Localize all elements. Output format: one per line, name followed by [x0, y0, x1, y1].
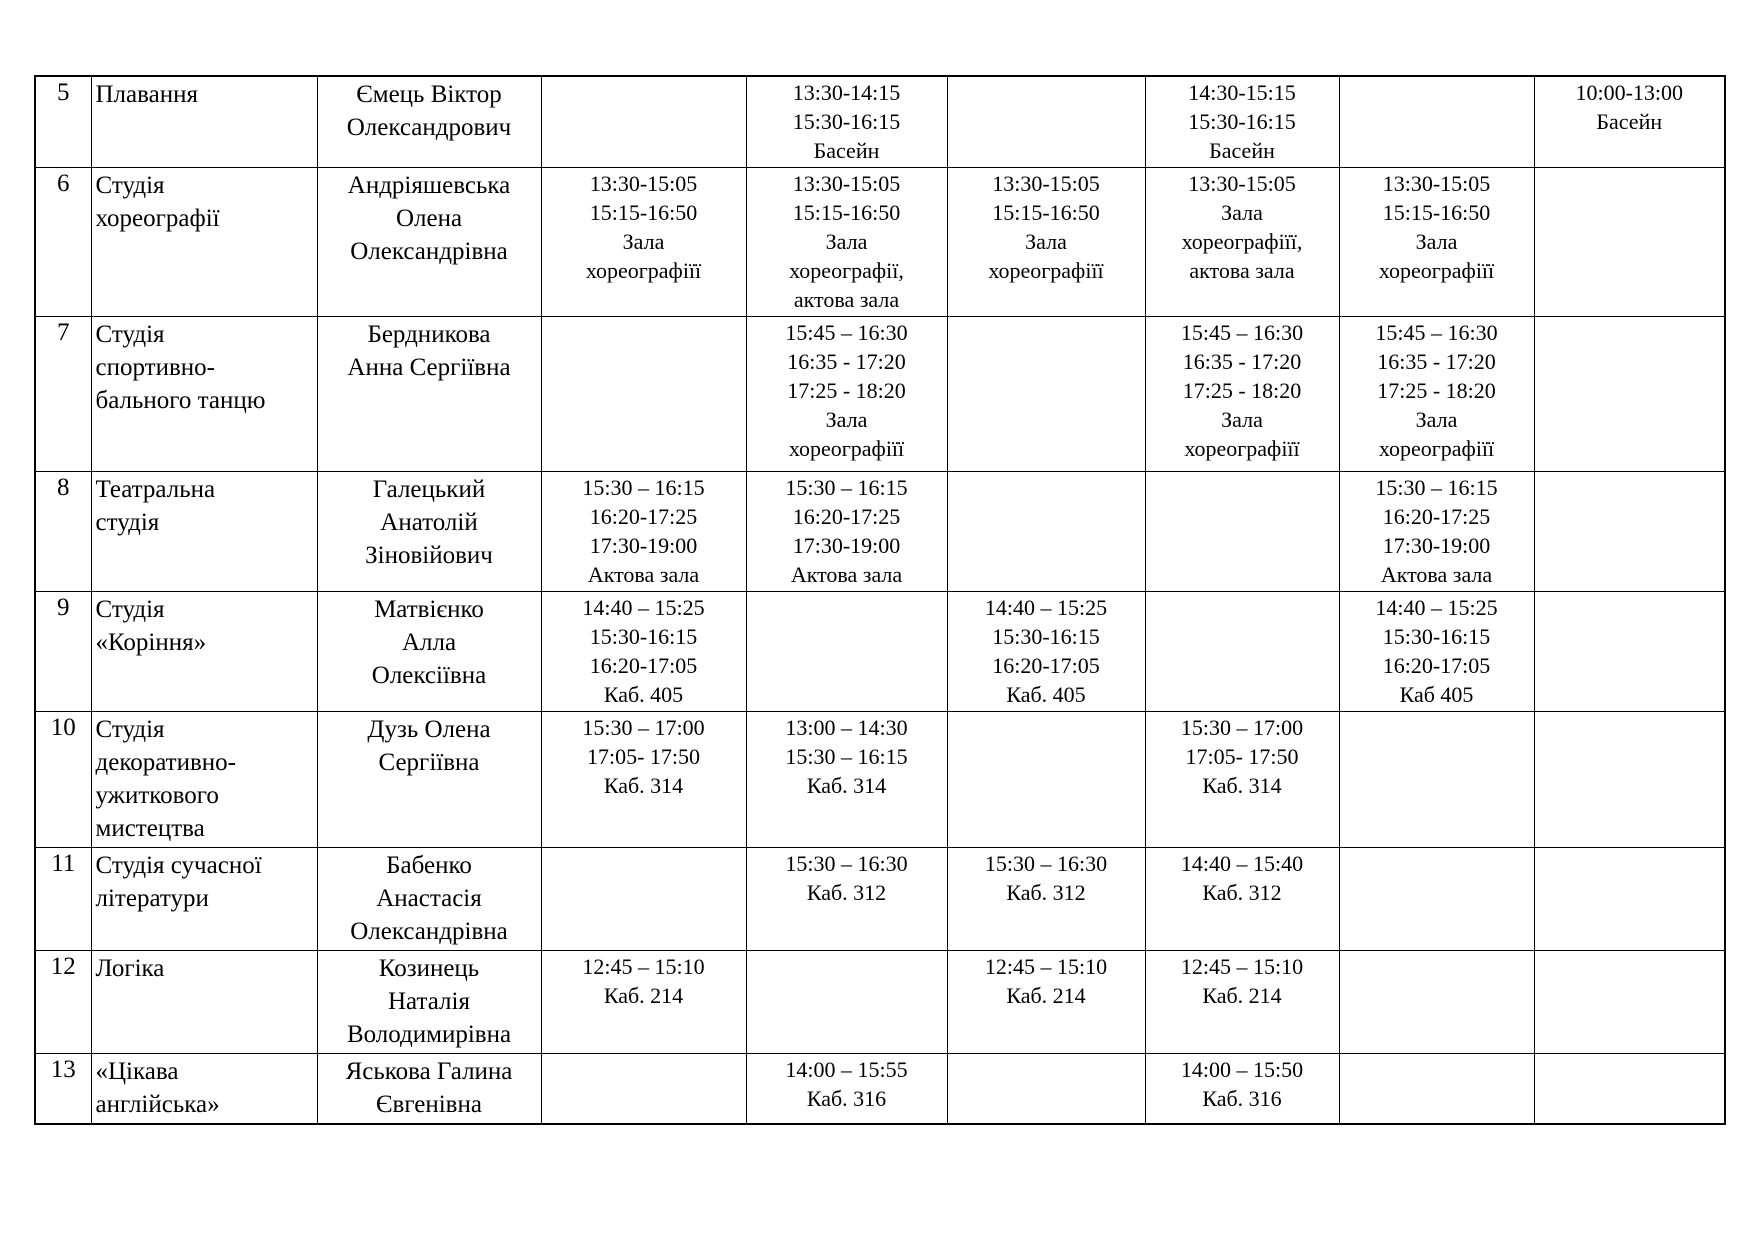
day-slot — [1145, 317, 1339, 472]
cell-line: 14:30-15:15 — [1188, 80, 1296, 105]
cell-line: 13:30-15:05 — [589, 171, 698, 196]
cell-line: 14:40 – 15:25 — [1375, 595, 1498, 620]
cell-line: Андріяшевська — [347, 172, 511, 199]
row-number: 13 — [35, 1054, 91, 1125]
cell-line: хореографіїї — [988, 258, 1104, 283]
activity-name — [91, 76, 317, 168]
day-slot — [1145, 472, 1339, 592]
table-row — [35, 76, 1725, 168]
cell-line: Зала — [825, 407, 868, 432]
cell-line: Каб. 405 — [603, 682, 684, 707]
table-row — [35, 1054, 1725, 1125]
cell-line: 14:40 – 15:25 — [984, 595, 1108, 620]
row-number: 9 — [35, 592, 91, 712]
cell-line: 15:15-16:50 — [589, 200, 698, 225]
day-slot — [1534, 168, 1725, 317]
cell-line: 17:05- 17:50 — [586, 744, 701, 769]
cell-line: Каб. 314 — [603, 773, 684, 798]
cell-line: актова зала — [793, 287, 900, 312]
cell-line: Козинець — [378, 955, 480, 982]
cell-line: Каб. 214 — [1006, 983, 1086, 1008]
cell-line: Каб. 312 — [1006, 880, 1086, 905]
cell-line: хореографіїї, — [1181, 229, 1303, 254]
cell-line: Зала — [1025, 229, 1067, 254]
teacher-name — [317, 76, 541, 168]
day-slot — [1534, 951, 1725, 1054]
cell-line: Зала — [1415, 407, 1458, 432]
day-slot — [541, 317, 746, 472]
cell-line: Алла — [401, 629, 457, 656]
cell-line: Дузь Олена — [367, 716, 491, 743]
cell-line: Каб. 314 — [806, 773, 887, 798]
day-slot — [1339, 317, 1534, 472]
table-row — [35, 472, 1725, 592]
cell-line: 14:00 – 15:55 — [785, 1057, 908, 1082]
day-slot — [947, 1054, 1145, 1125]
cell-line: хореографіїї — [1378, 436, 1495, 461]
day-slot — [746, 168, 947, 317]
cell-line: 15:30 – 16:30 — [785, 851, 908, 876]
row-number: 12 — [35, 951, 91, 1054]
cell-line: Олена — [395, 205, 463, 232]
cell-line: Каб 405 — [1399, 682, 1474, 707]
day-slot — [1145, 592, 1339, 712]
day-slot — [1534, 1054, 1725, 1125]
teacher-name — [317, 951, 541, 1054]
cell-line: Зала — [1221, 200, 1263, 225]
day-slot — [1339, 76, 1534, 168]
cell-line: Студія — [95, 321, 165, 348]
cell-line: Актова зала — [587, 562, 700, 587]
cell-line: 16:20-17:25 — [1382, 504, 1491, 529]
teacher-name — [317, 1054, 541, 1125]
cell-line: Зала — [1221, 407, 1263, 432]
day-slot — [1145, 951, 1339, 1054]
table-row — [35, 168, 1725, 317]
day-slot — [746, 712, 947, 848]
cell-line: 16:35 - 17:20 — [1377, 349, 1496, 374]
table-row — [35, 317, 1725, 472]
cell-line: 13:30-15:05 — [1188, 171, 1296, 196]
table-row — [35, 848, 1725, 951]
cell-line: Студія — [95, 716, 165, 743]
cell-line: студія — [95, 509, 160, 536]
row-number: 6 — [35, 168, 91, 317]
cell-line: Студія — [95, 172, 165, 199]
cell-line: хореографіїї — [1184, 436, 1300, 461]
cell-line: Актова зала — [790, 562, 903, 587]
cell-line: Зіновійович — [365, 542, 493, 569]
table-row — [35, 951, 1725, 1054]
activity-name — [91, 317, 317, 472]
day-slot — [541, 472, 746, 592]
day-slot — [1339, 168, 1534, 317]
cell-line: Каб. 214 — [1202, 983, 1282, 1008]
cell-line: 13:00 – 14:30 — [785, 715, 908, 740]
day-slot — [746, 76, 947, 168]
day-slot — [541, 1054, 746, 1125]
cell-line: 15:15-16:50 — [992, 200, 1100, 225]
activity-name — [91, 472, 317, 592]
cell-line: 15:30-16:15 — [1382, 624, 1491, 649]
row-number: 7 — [35, 317, 91, 472]
teacher-name — [317, 472, 541, 592]
cell-line: Бабенко — [386, 852, 472, 879]
day-slot — [1145, 712, 1339, 848]
cell-line: 14:00 – 15:50 — [1180, 1057, 1304, 1082]
cell-line: Студія — [95, 596, 165, 623]
row-number: 8 — [35, 472, 91, 592]
cell-line: Басейн — [1209, 138, 1275, 163]
teacher-name — [317, 712, 541, 848]
cell-line: 15:30 – 16:15 — [1375, 475, 1498, 500]
cell-line: 17:30-19:00 — [589, 533, 698, 558]
cell-line: 16:20-17:05 — [1382, 653, 1491, 678]
day-slot — [947, 712, 1145, 848]
day-slot — [746, 1054, 947, 1125]
cell-line: актова зала — [1189, 258, 1295, 283]
day-slot — [947, 76, 1145, 168]
activity-name — [91, 1054, 317, 1125]
cell-line: «Цікава — [95, 1058, 179, 1085]
row-number: 11 — [35, 848, 91, 951]
day-slot — [746, 317, 947, 472]
cell-line: 15:30 – 17:00 — [582, 715, 705, 740]
cell-line: 17:25 - 18:20 — [787, 378, 906, 403]
cell-line: Олександрівна — [350, 238, 508, 265]
cell-line: декоративно- — [95, 749, 236, 776]
cell-line: Наталія — [388, 988, 470, 1015]
day-slot — [1145, 76, 1339, 168]
cell-line: Анна Сергіївна — [347, 354, 511, 381]
teacher-name — [317, 848, 541, 951]
day-slot — [1534, 848, 1725, 951]
day-slot — [1534, 76, 1725, 168]
cell-line: Зала — [622, 229, 665, 254]
day-slot — [1145, 168, 1339, 317]
activity-name — [91, 168, 317, 317]
cell-line: Логіка — [95, 955, 165, 982]
cell-line: Олександрович — [346, 114, 512, 141]
cell-line: Каб. 405 — [1006, 682, 1086, 707]
day-slot — [947, 168, 1145, 317]
cell-line: 15:45 – 16:30 — [1375, 320, 1498, 345]
cell-line: Зала — [825, 229, 868, 254]
cell-line: 15:30-16:15 — [1188, 109, 1296, 134]
day-slot — [746, 592, 947, 712]
day-slot — [947, 592, 1145, 712]
cell-line: 15:45 – 16:30 — [785, 320, 908, 345]
teacher-name — [317, 592, 541, 712]
cell-line: хореографії — [95, 205, 220, 232]
cell-line: 16:20-17:25 — [792, 504, 901, 529]
cell-line: хореографіїї — [1378, 258, 1495, 283]
activity-name — [91, 592, 317, 712]
cell-line: 16:20-17:05 — [589, 653, 698, 678]
cell-line: Басейн — [813, 138, 880, 163]
day-slot — [1339, 592, 1534, 712]
cell-line: Каб. 316 — [806, 1086, 887, 1111]
day-slot — [1534, 592, 1725, 712]
day-slot — [1534, 712, 1725, 848]
cell-line: 15:30-16:15 — [589, 624, 698, 649]
cell-line: 17:05- 17:50 — [1185, 744, 1299, 769]
cell-line: 15:30 – 16:30 — [984, 851, 1108, 876]
day-slot — [1534, 317, 1725, 472]
activity-name — [91, 848, 317, 951]
day-slot — [947, 317, 1145, 472]
teacher-name — [317, 168, 541, 317]
cell-line: Олексіївна — [371, 662, 487, 689]
activity-name — [91, 951, 317, 1054]
cell-line: 13:30-15:05 — [992, 171, 1100, 196]
cell-line: 15:30 – 16:15 — [785, 475, 908, 500]
day-slot — [1339, 472, 1534, 592]
cell-line: Олександрівна — [350, 918, 508, 945]
cell-line: англійська» — [95, 1091, 220, 1118]
schedule-table — [34, 75, 1726, 1125]
cell-line: 10:00-13:00 — [1575, 80, 1684, 105]
day-slot — [947, 951, 1145, 1054]
cell-line: 15:45 – 16:30 — [1180, 320, 1304, 345]
day-slot — [1145, 1054, 1339, 1125]
cell-line: 17:30-19:00 — [792, 533, 901, 558]
cell-line: Анатолій — [380, 509, 478, 536]
day-slot — [746, 472, 947, 592]
cell-line: 15:30-16:15 — [792, 109, 901, 134]
day-slot — [541, 168, 746, 317]
cell-line: ужиткового — [95, 782, 219, 809]
cell-line: 16:35 - 17:20 — [1182, 349, 1302, 374]
cell-line: Театральна — [95, 476, 216, 503]
cell-line: спортивно- — [95, 354, 215, 381]
cell-line: Зала — [1415, 229, 1458, 254]
cell-line: Галецький — [372, 476, 486, 503]
cell-line: Каб. 214 — [603, 983, 684, 1008]
cell-line: «Коріння» — [95, 629, 207, 656]
cell-line: 16:20-17:25 — [589, 504, 698, 529]
day-slot — [746, 848, 947, 951]
cell-line: Басейн — [1596, 109, 1663, 134]
day-slot — [1145, 848, 1339, 951]
day-slot — [541, 592, 746, 712]
cell-line: 13:30-15:05 — [792, 171, 901, 196]
cell-line: 15:30 – 17:00 — [1180, 715, 1304, 740]
cell-line: 12:45 – 15:10 — [984, 954, 1108, 979]
row-number: 10 — [35, 712, 91, 848]
cell-line: 13:30-14:15 — [792, 80, 901, 105]
cell-line: Анастасія — [376, 885, 482, 912]
cell-line: Бердникова — [367, 321, 491, 348]
cell-line: 12:45 – 15:10 — [582, 954, 705, 979]
cell-line: 15:15-16:50 — [1382, 200, 1491, 225]
cell-line: Каб. 312 — [806, 880, 887, 905]
day-slot — [947, 848, 1145, 951]
cell-line: 14:40 – 15:25 — [582, 595, 705, 620]
cell-line: Актова зала — [1380, 562, 1493, 587]
cell-line: бального танцю — [95, 387, 266, 414]
cell-line: Володимирівна — [346, 1021, 512, 1048]
cell-line: Євгенівна — [376, 1091, 482, 1118]
row-number: 5 — [35, 76, 91, 168]
cell-line: 13:30-15:05 — [1382, 171, 1491, 196]
cell-line: літератури — [95, 885, 209, 912]
day-slot — [1534, 472, 1725, 592]
table-row — [35, 592, 1725, 712]
cell-line: Сергіївна — [378, 749, 480, 776]
cell-line: 15:30 – 16:15 — [582, 475, 705, 500]
cell-line: Каб. 312 — [1202, 880, 1282, 905]
cell-line: Плавання — [95, 81, 198, 108]
cell-line: Яськова Галина — [345, 1058, 513, 1085]
cell-line: Ємець Віктор — [356, 81, 502, 108]
day-slot — [1339, 951, 1534, 1054]
teacher-name — [317, 317, 541, 472]
day-slot — [541, 951, 746, 1054]
cell-line: 15:15-16:50 — [792, 200, 901, 225]
day-slot — [947, 472, 1145, 592]
cell-line: мистецтва — [95, 815, 205, 842]
day-slot — [746, 951, 947, 1054]
day-slot — [1339, 712, 1534, 848]
cell-line: Студія сучасної — [95, 852, 262, 879]
table-row — [35, 712, 1725, 848]
activity-name — [91, 712, 317, 848]
cell-line: 16:20-17:05 — [992, 653, 1100, 678]
cell-line: хореографії, — [789, 258, 904, 283]
cell-line: 15:30-16:15 — [992, 624, 1100, 649]
cell-line: хореографіїї — [585, 258, 702, 283]
day-slot — [541, 712, 746, 848]
cell-line: 17:25 - 18:20 — [1377, 378, 1496, 403]
cell-line: Каб. 316 — [1202, 1086, 1282, 1111]
cell-line: 16:35 - 17:20 — [787, 349, 906, 374]
cell-line: 15:30 – 16:15 — [785, 744, 908, 769]
day-slot — [541, 76, 746, 168]
cell-line: 17:30-19:00 — [1382, 533, 1491, 558]
cell-line: 17:25 - 18:20 — [1182, 378, 1302, 403]
day-slot — [541, 848, 746, 951]
cell-line: хореографіїї — [788, 436, 905, 461]
cell-line: 12:45 – 15:10 — [1180, 954, 1304, 979]
cell-line: Каб. 314 — [1202, 773, 1282, 798]
cell-line: Матвієнко — [374, 596, 484, 623]
day-slot — [1339, 848, 1534, 951]
day-slot — [1339, 1054, 1534, 1125]
cell-line: 14:40 – 15:40 — [1180, 851, 1304, 876]
